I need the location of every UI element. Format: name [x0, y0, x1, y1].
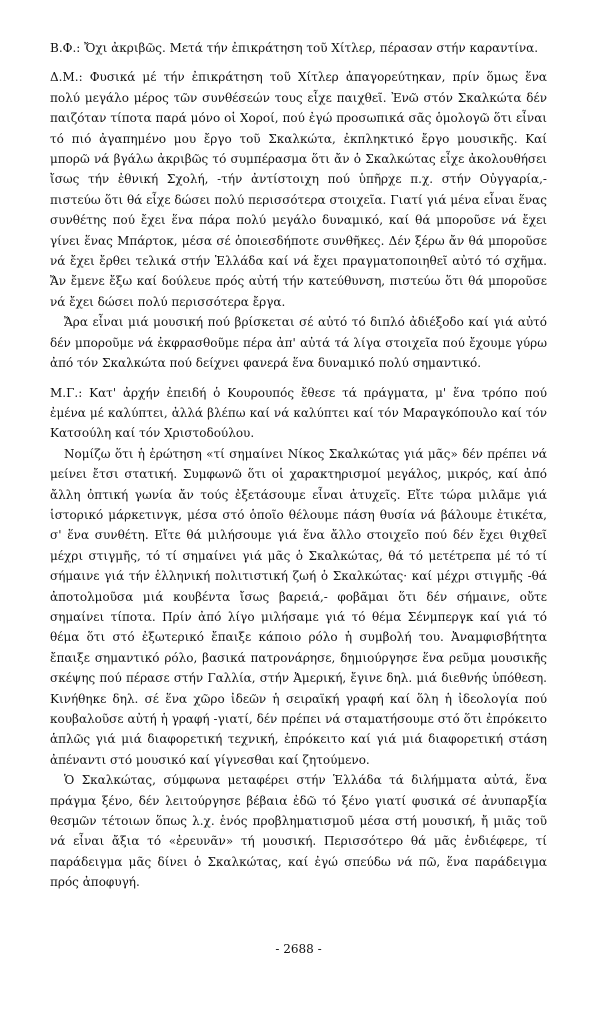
paragraph-3: Ἄρα εἶναι μιά μουσική πού βρίσκεται σέ αὐτό τό διπλό ἀδιέξοδο καί γιά αὐτό δέν μποροῦμε νά ἐκφρασθοῦμε πέρα ἀπ' αὐτά τά λίγα στοιχεῖα πού ἔχουμε γύρω ἀπό τόν Σκαλκώτα πού δείχνει φανερά ἕνα δυναμικό πολύ σημαντικό. [50, 315, 547, 371]
body-text [50, 38, 547, 893]
paragraph-5: Νομίζω ὅτι ἡ ἐρώτηση «τί σημαίνει Νίκος Σκαλκώτας γιά μᾶς» δέν πρέπει νά μείνει ἔτσι στατική. Συμφωνῶ ὅτι οἱ χαρακτηρισμοί μεγάλος, μικρός, καί ἀπό ἄλλη ὀπτική γωνία ἄν τούς ἐξετάσουμε εἶναι ἀτυχεῖς. Εἴτε τώρα μιλᾶμε γιά ἱστορικό μάρκετινγκ, μέσα στό ὁποῖο θέλουμε πάση θυσία νά βάλουμε ἐτικέτα, σ' ἕνα συνθέτη. Εἴτε θά μιλήσουμε γιά ἕνα ἄλλο στοιχεῖο πού δέν ἔχει θιχθεῖ μέχρι στιγμῆς, τό τί σημαίνει γιά μᾶς ὁ Σκαλκώτας, θά τό μετέτρεπα μέ τό τί σήμαινε γιά τήν ἑλληνική πολιτιστική ζωή ὁ Σκαλκώτας· καί μέχρι στιγμῆς -θά ἀποτολμοῦσα μιά κουβέντα ἴσως βαρειά,- φοβᾶμαι ὅτι δέν σήμαινε, οὔτε σημαίνει τίποτα. Πρίν ἀπό λίγο μιλήσαμε γιά τό θέμα Σένμπεργκ καί γιά τό θέμα ὅτι στό ἐξωτερικό ἔπαιξε κάποιο ρόλο ἡ συμβολή του. Ἀναμφισβήτητα ἔπαιξε σημαντικό ρόλο, βασικά πατρονάρησε, δημιούργησε ἕνα ρεῦμα μουσικῆς σκέψης πού πέρασε στήν Γαλλία, στήν Ἀμερική, ἔγινε δηλ. μιά διεθνής ὑπόθεση. Κινήθηκε δηλ. σέ ἕνα χῶρο ἰδεῶν ἡ σειραϊκή γραφή καί ὅλη ἡ ἰδεολογία πού κουβαλοῦσε αὐτή ἡ γραφή -γιατί, δέν πρέπει νά σταματήσουμε στό ὅτι ἐπρόκειτο ἁπλῶς γιά μιά διαφορετική τεχνική, ἐπρόκειτο καί γιά μιά διαφορετική στάση ἀπέναντι στό μουσικό καί γίγνεσθαι καί ζητούμενο. [50, 446, 547, 767]
page-number: - 2688 - [275, 942, 322, 956]
paragraph-2: Δ.Μ.: Φυσικά μέ τήν ἐπικράτηση τοῦ Χίτλερ ἀπαγορεύτηκαν, πρίν ὅμως ἕνα πολύ μεγάλο μέρος τῶν συνθέσεών τους εἶχε παιχθεῖ. Ἐνῶ στόν Σκαλκώτα δέν παιζόταν τίποτα παρά μόνο οἱ Χοροί, πού ἐγώ προσωπικά σᾶς ὁμολογῶ ὅτι εἶναι τό πιό ἀγαπημένο μου ἔργο τοῦ Σκαλκώτα, ἐκπληκτικό ἔργο μουσικῆς. Καί μπορῶ νά βγάλω ἀκριβῶς τό συμπέρασμα ὅτι ἄν ὁ Σκαλκώτας εἶχε ἀκολουθήσει ἴσως τήν ἐθνική Σχολή, -τήν ἀντίστοιχη πού ὑπῆρχε π.χ. στήν Οὐγγαρία,- πιστεύω ὅτι θά εἶχε δώσει πολύ περισσότερα στοιχεῖα. Γιατί γιά μένα εἶναι ἕνας συνθέτης πού ἔχει ἕνα πάρα πολύ μεγάλο δυναμικό, καί θά μποροῦσε νά ἔχει γίνει ἕνας Μπάρτοκ, μέσα σέ ὁποιεσδήποτε συνθῆκες. Δέν ξέρω ἄν θά μποροῦσε νά ἔχει ἔρθει τελικά στήν Ἑλλάδα καί νά ἔχει πραγματοποιηθεῖ αὐτό τό σχῆμα. Ἄν ἔμενε ἔξω καί δούλευε πρός αὐτή τήν κατεύθυνση, πιστεύω ὅτι θά μποροῦσε νά ἔχει δώσει πολύ περισσότερα ἔργα. [50, 70, 547, 309]
paragraph-1: Β.Φ.: Ὄχι ἀκριβῶς. Μετά τήν ἐπικράτηση τοῦ Χίτλερ, πέρασαν στήν καραντίνα. [50, 41, 539, 55]
paragraph-6: Ὁ Σκαλκώτας, σύμφωνα μεταφέρει στήν Ἑλλάδα τά διλήμματα αὐτά, ἕνα πράγμα ξένο, δέν λειτούργησε βέβαια ἐδῶ τό ξένο γιατί φυσικά σέ ἀνυπαρξία θεσμῶν τέτοιων ὅπως λ.χ. ἑνός προβληματισμοῦ μέσα στή μουσική, ἤ μιᾶς τοῦ νά εἶναι ἄξια τό «ἐρευνᾶν» τή μουσική. Περισσότερο θά μᾶς ἐνδιέφερε, τί παράδειγμα μᾶς δίνει ὁ Σκαλκώτας, καί ἐγώ σπεύδω νά πῶ, ἕνα παράδειγμα πρός ἀποφυγή. [50, 773, 547, 890]
paragraph-4: Μ.Γ.: Κατ' ἀρχήν ἐπειδή ὁ Κουρουπός ἔθεσε τά πράγματα, μ' ἕνα τρόπο πού ἐμένα μέ καλύπτει, ἀλλά βλέπω καί νά καλύπτει καί τόν Μαραγκόπουλο καί τόν Κατσούλη καί τόν Χριστοδούλου. [50, 385, 547, 441]
